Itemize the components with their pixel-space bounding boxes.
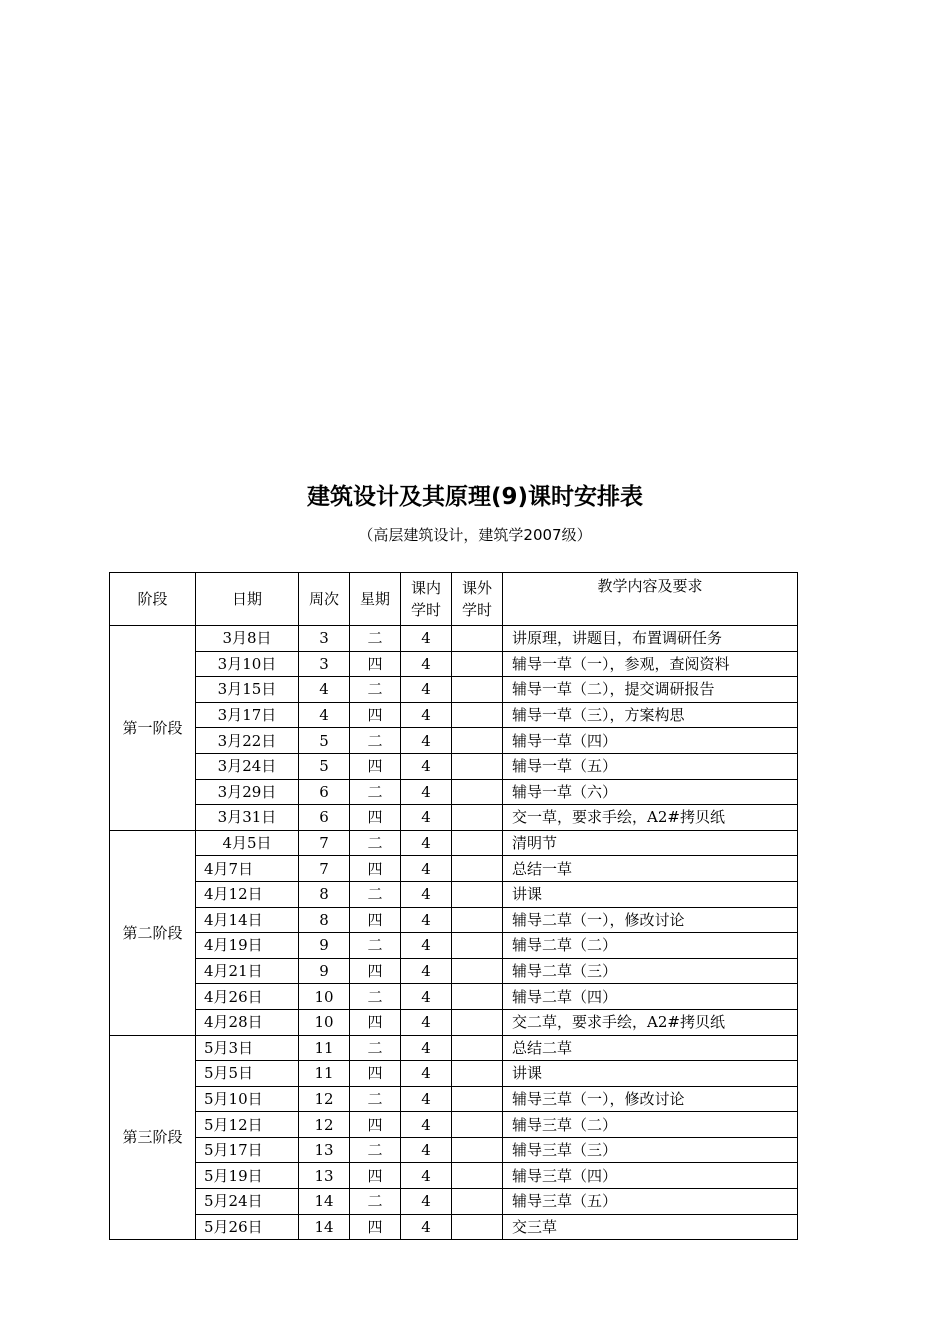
weekday-cell: 二 [350,1189,401,1215]
weekday-cell: 四 [350,651,401,677]
week-cell: 12 [299,1112,350,1138]
week-cell: 14 [299,1214,350,1240]
week-cell: 5 [299,728,350,754]
in-class-hours-cell: 4 [401,1137,452,1163]
week-cell: 3 [299,626,350,652]
out-class-hours-cell [452,779,503,805]
header-out-class-line1: 课外 [461,579,492,597]
table-row [110,728,798,754]
table-row [110,805,798,831]
date-cell: 3月8日 [196,626,299,652]
table-row [110,1009,798,1035]
table-row [110,907,798,933]
week-cell: 8 [299,907,350,933]
stage-cell: 第二阶段 [110,830,196,1035]
in-class-hours-cell: 4 [401,651,452,677]
out-class-hours-cell [452,881,503,907]
weekday-cell: 四 [350,1163,401,1189]
table-row [110,856,798,882]
week-cell: 10 [299,1009,350,1035]
in-class-hours-cell: 4 [401,1214,452,1240]
out-class-hours-cell [452,1214,503,1240]
content-cell: 辅导二草（三） [503,958,798,984]
date-cell: 4月12日 [196,881,299,907]
table-row [110,651,798,677]
week-cell: 14 [299,1189,350,1215]
week-cell: 13 [299,1163,350,1189]
week-cell: 5 [299,753,350,779]
week-cell: 4 [299,677,350,703]
table-row [110,677,798,703]
out-class-hours-cell [452,1035,503,1061]
in-class-hours-cell: 4 [401,830,452,856]
date-cell: 3月29日 [196,779,299,805]
date-cell: 3月17日 [196,702,299,728]
weekday-cell: 二 [350,626,401,652]
table-row [110,1137,798,1163]
table-row [110,958,798,984]
weekday-cell: 二 [350,881,401,907]
out-class-hours-cell [452,728,503,754]
in-class-hours-cell: 4 [401,1189,452,1215]
out-class-hours-cell [452,805,503,831]
header-in-class-line2: 学时 [410,601,441,619]
weekday-cell: 二 [350,830,401,856]
weekday-cell: 四 [350,958,401,984]
date-cell: 3月31日 [196,805,299,831]
date-cell: 3月22日 [196,728,299,754]
out-class-hours-cell [452,933,503,959]
table-row [110,1189,798,1215]
content-cell: 辅导三草（五） [503,1189,798,1215]
date-cell: 4月28日 [196,1009,299,1035]
content-cell: 总结一草 [503,856,798,882]
header-in-class-hours [401,573,452,626]
table-row [110,984,798,1010]
table-row [110,1086,798,1112]
content-cell: 辅导一草（四） [503,728,798,754]
content-cell: 清明节 [503,830,798,856]
date-cell: 5月3日 [196,1035,299,1061]
table-row [110,626,798,652]
out-class-hours-cell [452,1112,503,1138]
date-cell: 5月17日 [196,1137,299,1163]
out-class-hours-cell [452,626,503,652]
header-stage: 阶段 [110,573,196,626]
content-cell: 辅导二草（一），修改讨论 [503,907,798,933]
table-row [110,1061,798,1087]
stage-cell: 第一阶段 [110,626,196,831]
date-cell: 4月19日 [196,933,299,959]
out-class-hours-cell [452,702,503,728]
table-row [110,1214,798,1240]
week-cell: 10 [299,984,350,1010]
in-class-hours-cell: 4 [401,779,452,805]
header-out-class-line2: 学时 [461,601,492,619]
week-cell: 7 [299,830,350,856]
date-cell: 4月5日 [196,830,299,856]
in-class-hours-cell: 4 [401,1086,452,1112]
content-cell: 讲原理，讲题目，布置调研任务 [503,626,798,652]
week-cell: 11 [299,1061,350,1087]
document-subtitle: （高层建筑设计，建筑学2007级） [358,526,592,544]
week-cell: 7 [299,856,350,882]
in-class-hours-cell: 4 [401,1163,452,1189]
in-class-hours-cell: 4 [401,702,452,728]
out-class-hours-cell [452,753,503,779]
out-class-hours-cell [452,958,503,984]
in-class-hours-cell: 4 [401,728,452,754]
header-content: 教学内容及要求 [503,573,798,626]
in-class-hours-cell: 4 [401,907,452,933]
header-weekday: 星期 [350,573,401,626]
weekday-cell: 二 [350,933,401,959]
table-row [110,702,798,728]
date-cell: 5月5日 [196,1061,299,1087]
content-cell: 辅导三草（一），修改讨论 [503,1086,798,1112]
content-cell: 交三草 [503,1214,798,1240]
content-cell: 讲课 [503,881,798,907]
weekday-cell: 二 [350,984,401,1010]
header-out-class-hours [452,573,503,626]
in-class-hours-cell: 4 [401,984,452,1010]
weekday-cell: 二 [350,677,401,703]
weekday-cell: 四 [350,1112,401,1138]
schedule-body [110,626,798,1240]
out-class-hours-cell [452,1189,503,1215]
in-class-hours-cell: 4 [401,958,452,984]
table-row [110,933,798,959]
in-class-hours-cell: 4 [401,1112,452,1138]
content-cell: 辅导二草（二） [503,933,798,959]
out-class-hours-cell [452,1061,503,1087]
out-class-hours-cell [452,984,503,1010]
schedule-table [109,572,798,1240]
weekday-cell: 二 [350,1035,401,1061]
out-class-hours-cell [452,677,503,703]
in-class-hours-cell: 4 [401,1035,452,1061]
table-row [110,779,798,805]
in-class-hours-cell: 4 [401,1061,452,1087]
in-class-hours-cell: 4 [401,753,452,779]
content-cell: 辅导一草（一），参观，查阅资料 [503,651,798,677]
stage-cell: 第三阶段 [110,1035,196,1240]
table-row [110,1035,798,1061]
week-cell: 9 [299,933,350,959]
table-row [110,1163,798,1189]
week-cell: 3 [299,651,350,677]
week-cell: 6 [299,779,350,805]
in-class-hours-cell: 4 [401,1009,452,1035]
date-cell: 3月24日 [196,753,299,779]
weekday-cell: 四 [350,702,401,728]
content-cell: 辅导三草（四） [503,1163,798,1189]
weekday-cell: 四 [350,1214,401,1240]
in-class-hours-cell: 4 [401,626,452,652]
content-cell: 辅导一草（二），提交调研报告 [503,677,798,703]
weekday-cell: 四 [350,1009,401,1035]
week-cell: 11 [299,1035,350,1061]
out-class-hours-cell [452,1086,503,1112]
document-title: 建筑设计及其原理(9)课时安排表 [306,484,644,510]
week-cell: 12 [299,1086,350,1112]
date-cell: 4月7日 [196,856,299,882]
header-in-class-line1: 课内 [410,579,441,597]
date-cell: 4月21日 [196,958,299,984]
date-cell: 5月26日 [196,1214,299,1240]
content-cell: 辅导三草（二） [503,1112,798,1138]
weekday-cell: 二 [350,728,401,754]
date-cell: 4月26日 [196,984,299,1010]
date-cell: 4月14日 [196,907,299,933]
out-class-hours-cell [452,830,503,856]
table-row [110,881,798,907]
out-class-hours-cell [452,651,503,677]
week-cell: 8 [299,881,350,907]
week-cell: 9 [299,958,350,984]
in-class-hours-cell: 4 [401,881,452,907]
weekday-cell: 四 [350,753,401,779]
out-class-hours-cell [452,907,503,933]
header-date: 日期 [196,573,299,626]
out-class-hours-cell [452,1137,503,1163]
content-cell: 交一草，要求手绘，A2#拷贝纸 [503,805,798,831]
content-cell: 讲课 [503,1061,798,1087]
in-class-hours-cell: 4 [401,933,452,959]
weekday-cell: 二 [350,1137,401,1163]
date-cell: 5月24日 [196,1189,299,1215]
weekday-cell: 四 [350,1061,401,1087]
header-week: 周次 [299,573,350,626]
table-row [110,1112,798,1138]
date-cell: 3月10日 [196,651,299,677]
date-cell: 5月12日 [196,1112,299,1138]
content-cell: 辅导三草（三） [503,1137,798,1163]
weekday-cell: 四 [350,805,401,831]
week-cell: 6 [299,805,350,831]
header-row [110,573,798,626]
week-cell: 4 [299,702,350,728]
table-row [110,830,798,856]
date-cell: 3月15日 [196,677,299,703]
out-class-hours-cell [452,1009,503,1035]
date-cell: 5月19日 [196,1163,299,1189]
content-cell: 辅导二草（四） [503,984,798,1010]
week-cell: 13 [299,1137,350,1163]
content-cell: 总结二草 [503,1035,798,1061]
content-cell: 交二草，要求手绘，A2#拷贝纸 [503,1009,798,1035]
out-class-hours-cell [452,856,503,882]
content-cell: 辅导一草（六） [503,779,798,805]
out-class-hours-cell [452,1163,503,1189]
weekday-cell: 四 [350,907,401,933]
date-cell: 5月10日 [196,1086,299,1112]
weekday-cell: 二 [350,1086,401,1112]
in-class-hours-cell: 4 [401,856,452,882]
content-cell: 辅导一草（五） [503,753,798,779]
table-row [110,753,798,779]
content-cell: 辅导一草（三），方案构思 [503,702,798,728]
in-class-hours-cell: 4 [401,677,452,703]
weekday-cell: 二 [350,779,401,805]
weekday-cell: 四 [350,856,401,882]
in-class-hours-cell: 4 [401,805,452,831]
